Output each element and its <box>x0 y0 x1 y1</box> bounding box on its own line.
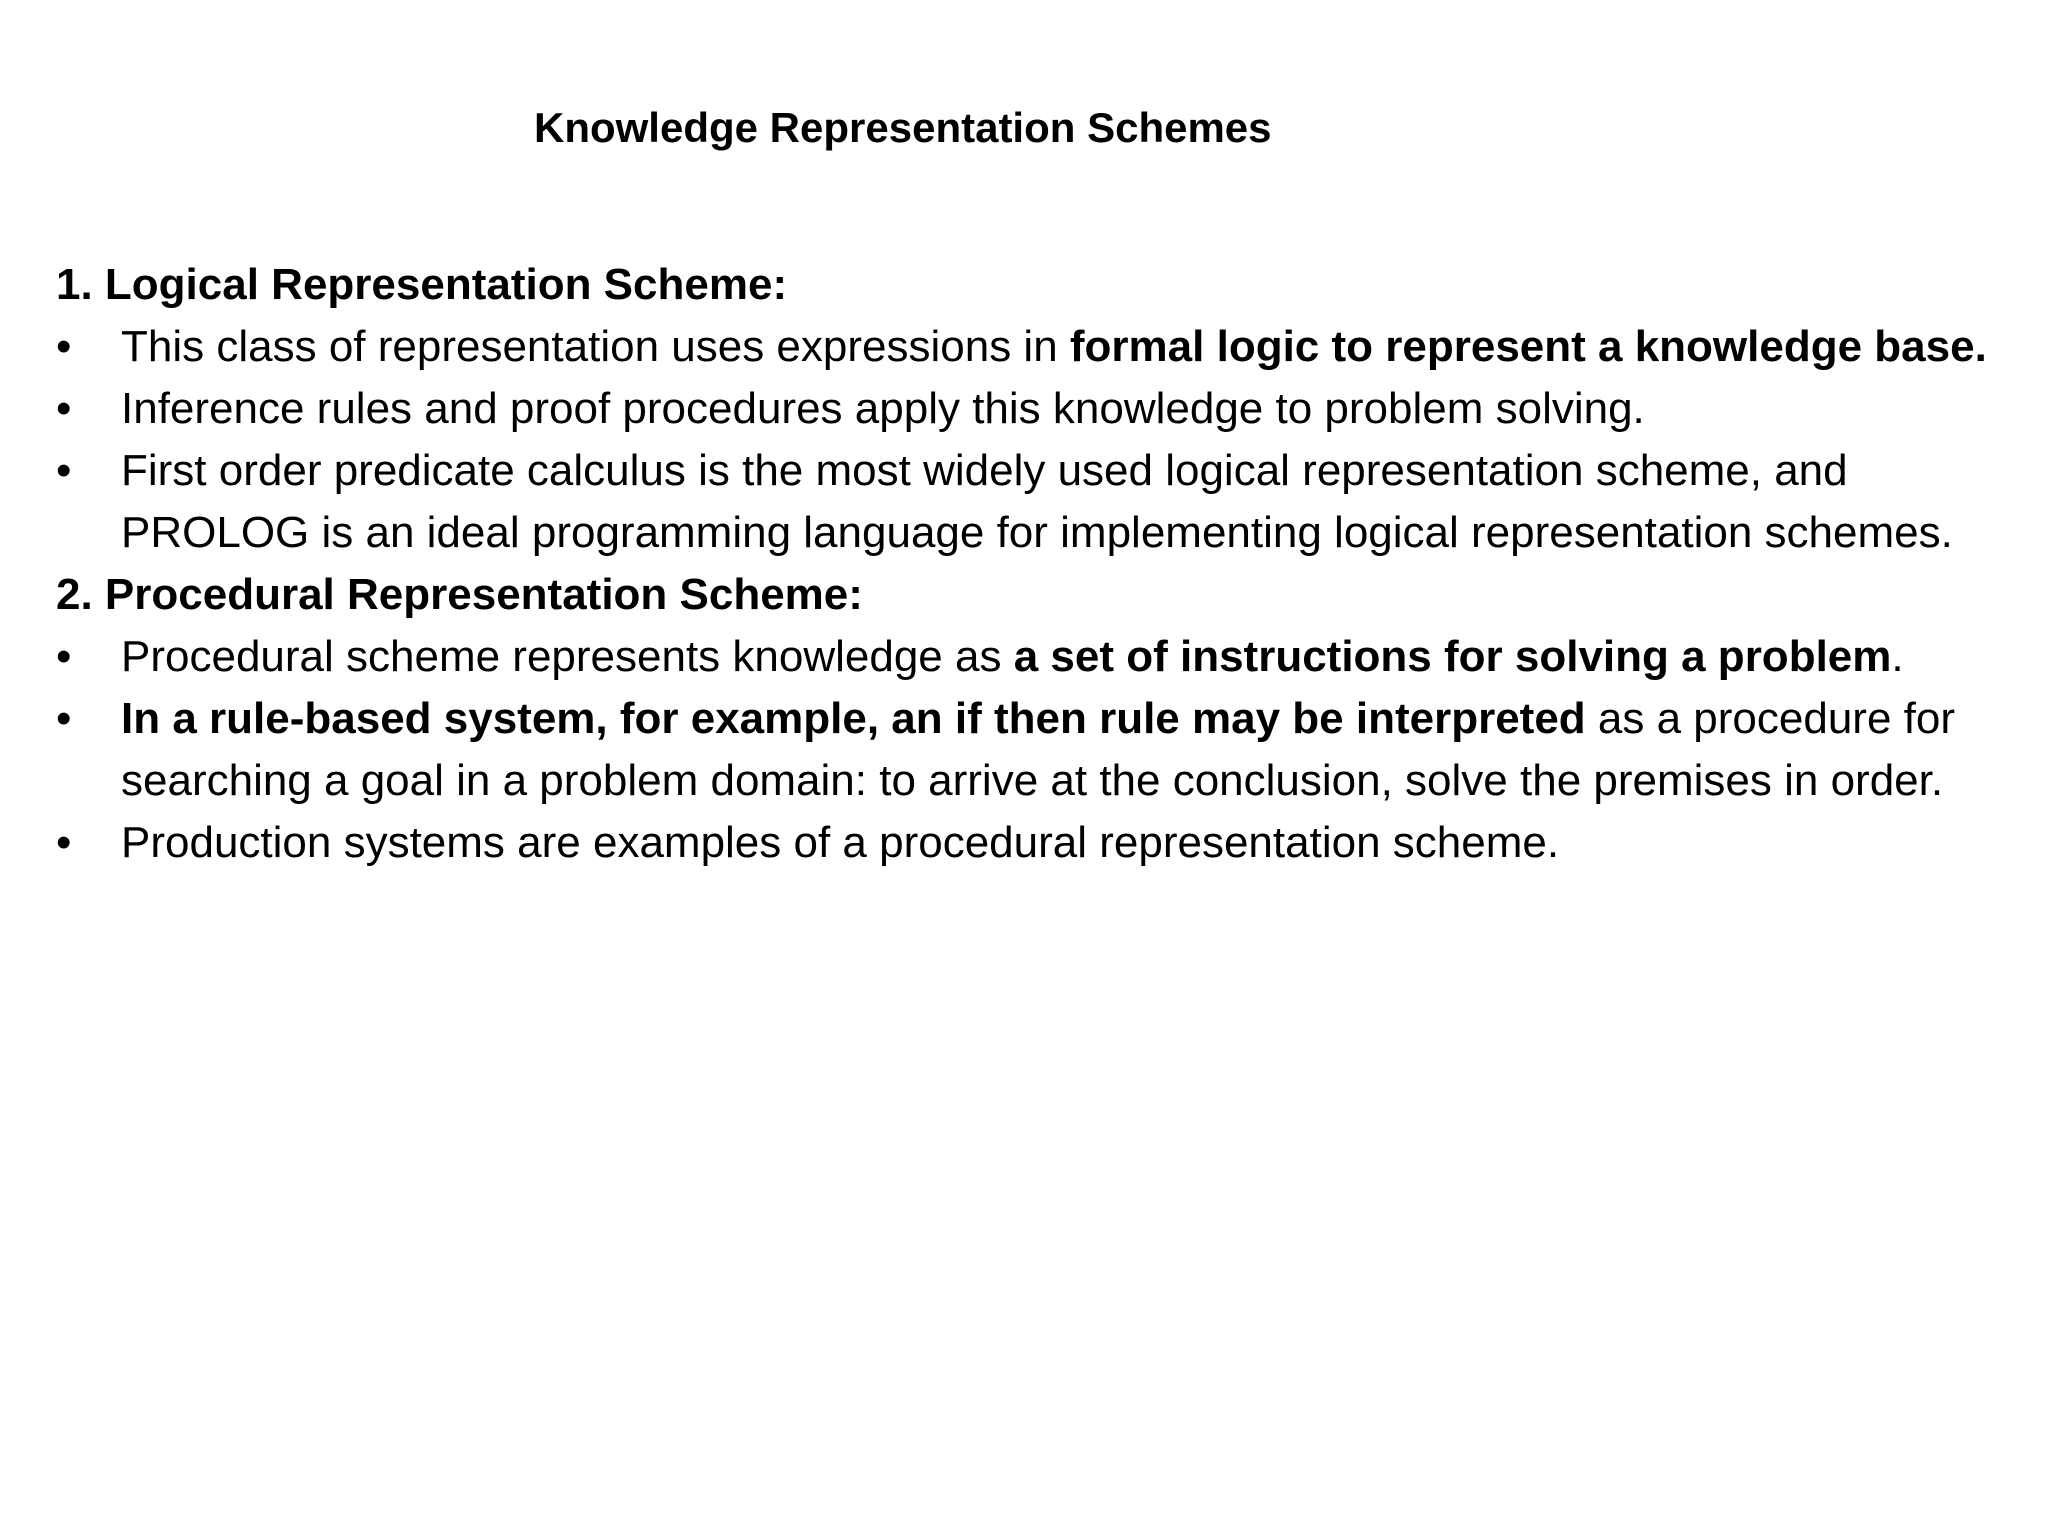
section-heading: 1. Logical Representation Scheme: <box>56 260 788 309</box>
slide-content <box>56 254 1996 874</box>
bullet-item <box>56 812 1996 874</box>
bullet-icon: • <box>56 384 72 433</box>
bullet-icon: • <box>56 632 72 681</box>
bullet-icon: • <box>56 818 72 867</box>
bullet-text-bold-part: a set of instructions for solving a problem <box>1013 632 1892 681</box>
bullet-text-part: . <box>1891 632 1904 681</box>
bullet-text <box>121 632 1904 681</box>
bullet-text-bold-part: formal logic to represent a knowledge base. <box>1069 322 1987 371</box>
bullet-list <box>56 626 1996 874</box>
bullet-item <box>56 378 1996 440</box>
bullet-text: Inference rules and proof procedures apply this knowledge to problem solving. <box>121 384 1645 433</box>
bullet-text-part: Procedural scheme represents knowledge as <box>121 632 1014 681</box>
slide-title: Knowledge Representation Schemes <box>534 104 1272 151</box>
bullet-icon: • <box>56 694 72 743</box>
bullet-item <box>56 316 1996 378</box>
section-procedural-representation <box>56 564 1996 874</box>
section-logical-representation <box>56 254 1996 564</box>
bullet-icon: • <box>56 446 72 495</box>
bullet-text <box>121 322 1987 371</box>
bullet-icon: • <box>56 322 72 371</box>
bullet-list <box>56 316 1996 564</box>
bullet-text-bold-part: In a rule-based system, for example, an if then rule may be interpreted <box>121 694 1586 743</box>
section-heading: 2. Procedural Representation Scheme: <box>56 570 863 619</box>
bullet-item <box>56 626 1996 688</box>
bullet-text-part: as a procedure for searching a goal in a problem domain: to arrive at the conclusion, solve the premises in order. <box>121 694 1956 805</box>
bullet-text: First order predicate calculus is the most widely used logical representation scheme, and PROLOG is an ideal programming language for implementing logical representation schemes. <box>121 446 1953 557</box>
bullet-text: Production systems are examples of a procedural representation scheme. <box>121 818 1560 867</box>
bullet-text-part: This class of representation uses expressions in <box>121 322 1070 371</box>
bullet-item <box>56 440 1996 564</box>
bullet-item <box>56 688 1996 812</box>
bullet-text <box>121 694 1955 805</box>
